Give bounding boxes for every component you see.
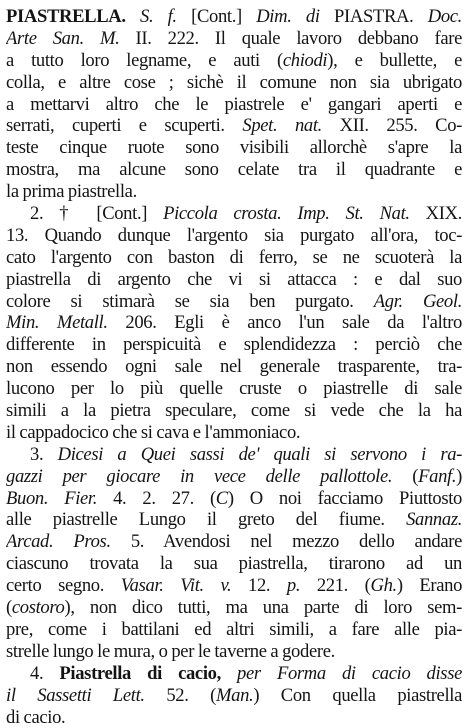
- text-segment: II. 222. Il quale lavoro debbano fare: [119, 28, 462, 49]
- italic-text: Spet. nat.: [242, 115, 322, 136]
- text-segment: 52. (: [145, 685, 216, 706]
- text-segment: colla, e altre cose ; sichè il comune non sia ubrigato: [6, 72, 462, 93]
- text-line: [6, 685, 462, 707]
- text-segment: a tutto loro legname, e auti (: [6, 50, 283, 71]
- text-line: [6, 312, 462, 334]
- text-line: [6, 400, 462, 422]
- text-segment: simili a la pietra speculare, come si vede che la ha: [6, 400, 462, 421]
- text-segment: colore si stimarà se sia ben purgato.: [6, 291, 374, 312]
- bold-text: PIASTRELLA.: [6, 6, 126, 27]
- text-segment: cato l'argento con baston di ferro, se ne scuoterà la: [6, 247, 462, 268]
- text-line: [6, 707, 462, 728]
- text-segment: 3.: [30, 444, 58, 465]
- text-segment: non essendo ogni sale nel generale trasparente, tra-: [6, 356, 462, 377]
- text-line: [6, 619, 462, 641]
- text-segment: ), non dico tutti, ma una parte di loro sem-: [65, 597, 463, 618]
- text-segment: (: [392, 466, 418, 487]
- text-segment: 12.: [231, 575, 287, 596]
- text-segment: XIX.: [410, 203, 462, 224]
- italic-text: Fanf.: [418, 466, 456, 487]
- bold-text: Piastrella di cacio,: [59, 663, 220, 684]
- text-line: [6, 181, 462, 203]
- italic-text: costoro: [12, 597, 65, 618]
- text-segment: il cappadocico che si cava e l'ammoniaco.: [6, 422, 300, 443]
- text-line: [6, 334, 462, 356]
- text-segment: serrati, cuperti e scuperti.: [6, 115, 242, 136]
- text-segment: ) Con quella piastrella: [253, 685, 462, 706]
- text-line: [6, 28, 462, 50]
- text-line: [6, 378, 462, 400]
- italic-text: Arte San. M.: [6, 28, 119, 49]
- text-line: [6, 488, 462, 510]
- text-segment: ): [456, 466, 462, 487]
- text-segment: di cacio.: [6, 707, 65, 728]
- italic-text: per Forma di cacio disse: [237, 663, 462, 684]
- text-segment: XII. 255. Co-: [322, 115, 462, 136]
- text-segment: pre, come i battilani ed altri simili, a fare alle pia-: [6, 619, 462, 640]
- text-line: [6, 466, 462, 488]
- italic-text: Dim. di: [256, 6, 319, 27]
- italic-text: Sannaz.: [406, 509, 462, 530]
- text-segment: 221. (: [300, 575, 370, 596]
- italic-text: chiodi: [283, 50, 327, 71]
- text-line: [6, 247, 462, 269]
- text-segment: ciascuno trovata la sua piastrella, tirarono ad un: [6, 553, 462, 574]
- text-line: [6, 291, 462, 313]
- text-segment: 13. Quando dunque l'argento sia purgato all'ora, toc-: [6, 225, 462, 246]
- text-segment: 206. Egli è anco l'un sale da l'altro: [108, 312, 462, 333]
- text-segment: certo segno.: [6, 575, 121, 596]
- text-line: [6, 422, 462, 444]
- italic-text: Man.: [216, 685, 253, 706]
- text-line: [6, 269, 462, 291]
- text-line: [6, 94, 462, 116]
- text-line: [6, 509, 462, 531]
- italic-text: p.: [287, 575, 300, 596]
- text-line: [6, 553, 462, 575]
- text-segment: 2. † [Cont.]: [30, 203, 163, 224]
- text-segment: (: [6, 597, 12, 618]
- italic-text: Dicesi a Quei sassi de' quali si servono i ra-: [58, 444, 462, 465]
- text-segment: differente in perspicuità e splendidezza : perciò che: [6, 334, 462, 355]
- text-segment: teste cinque ruote sono visibili allorchè s'apre la: [6, 137, 462, 158]
- italic-text: Gh.: [371, 575, 397, 596]
- text-segment: alle piastrelle Lungo il greto del fiume.: [6, 509, 406, 530]
- text-line: [6, 203, 462, 225]
- text-line: [6, 6, 462, 28]
- italic-text: Min. Metall.: [6, 312, 108, 333]
- text-line: [6, 663, 462, 685]
- italic-text: Agr. Geol.: [374, 291, 462, 312]
- text-segment: [126, 6, 140, 27]
- italic-text: Vasar. Vit. v.: [121, 575, 232, 596]
- text-segment: 4. 2. 27. (: [97, 488, 216, 509]
- text-line: [6, 225, 462, 247]
- text-line: [6, 444, 462, 466]
- text-segment: la prima piastrella.: [6, 181, 137, 202]
- italic-text: gazzi per giocare in vece delle pallottole.: [6, 466, 392, 487]
- text-segment: 5. Avendosi nel mezzo dello andare: [111, 531, 462, 552]
- italic-text: Piccola crosta. Imp. St. Nat.: [163, 203, 410, 224]
- text-segment: ) Erano: [397, 575, 462, 596]
- text-line: [6, 137, 462, 159]
- text-segment: mostra, ma alcune sono celate tra il quadrante e: [6, 159, 462, 180]
- text-segment: ) O noi facciamo Piuttosto: [228, 488, 462, 509]
- italic-text: Doc.: [428, 6, 462, 27]
- italic-text: Arcad. Pros.: [6, 531, 111, 552]
- italic-text: Buon. Fier.: [6, 488, 97, 509]
- italic-text: C: [216, 488, 228, 509]
- text-segment: PIASTRA.: [320, 6, 428, 27]
- text-segment: 4.: [30, 663, 59, 684]
- text-line: [6, 356, 462, 378]
- text-line: [6, 72, 462, 94]
- text-line: [6, 50, 462, 72]
- text-line: [6, 159, 462, 181]
- italic-text: il Sassetti Lett.: [6, 685, 145, 706]
- text-line: [6, 597, 462, 619]
- text-segment: piastrella di argento che vi si attacca : e dal suo: [6, 269, 462, 290]
- text-segment: [Cont.]: [177, 6, 257, 27]
- text-segment: ), e bullette, e: [327, 50, 462, 71]
- text-line: [6, 575, 462, 597]
- text-line: [6, 115, 462, 137]
- text-segment: lucono per lo più quelle cruste o piastrelle di sale: [6, 378, 462, 399]
- dictionary-entry-piastrella: [6, 6, 462, 728]
- text-segment: [221, 663, 237, 684]
- text-segment: a mettarvi altro che le piastrele e' gangari aperti e: [6, 94, 462, 115]
- italic-text: S. f.: [140, 6, 177, 27]
- text-line: [6, 531, 462, 553]
- text-line: [6, 641, 462, 663]
- text-segment: strelle lungo le mura, o per le taverne a godere.: [6, 641, 335, 662]
